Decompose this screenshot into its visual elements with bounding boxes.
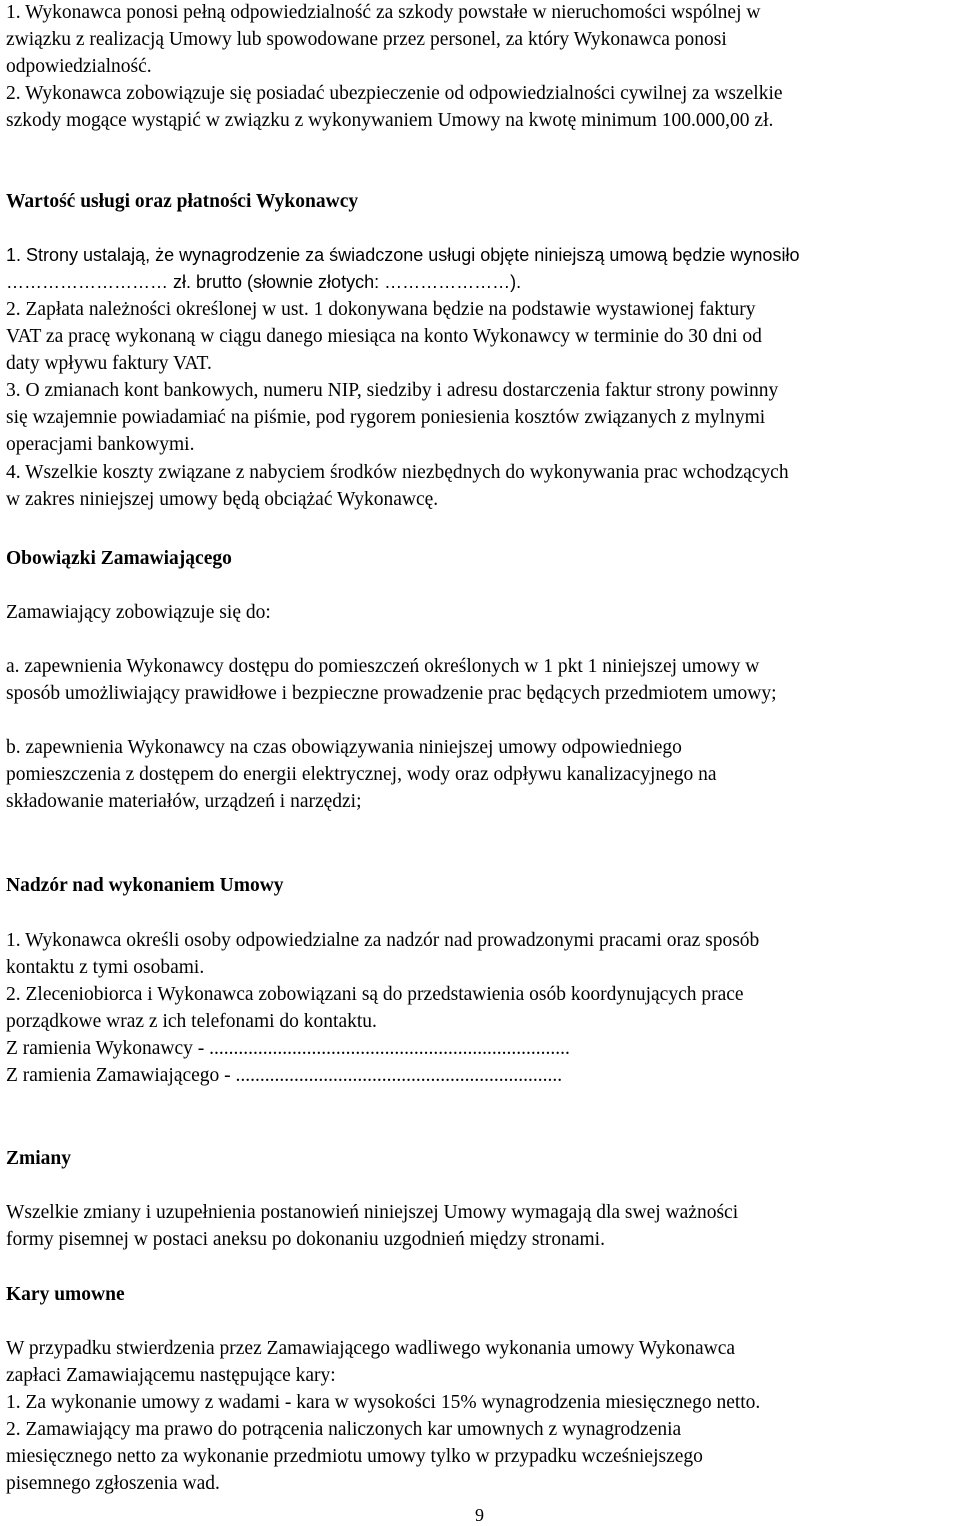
text-line: związku z realizacją Umowy lub spowodowane przez personel, za który Wykonawca ponosi [6,29,727,50]
section-heading: Zmiany [6,1148,72,1169]
text-line: VAT za pracę wykonaną w ciągu danego miesiąca na konto Wykonawcy w terminie do 30 dni od [6,326,762,347]
text-line: ……………………… zł. brutto (słownie złotych: …………………). [6,272,522,292]
text-line: Z ramienia Wykonawcy - .......................................................................... [6,1038,570,1059]
text-line: 1. Strony ustalają, że wynagrodzenie za świadczone usługi objęte niniejszą umową będzie wynosiło [6,245,800,265]
text-line: pisemnego zgłoszenia wad. [6,1473,220,1494]
page-number: 9 [475,1505,484,1525]
text-line: 1. Wykonawca ponosi pełną odpowiedzialność za szkody powstałe w nieruchomości wspólnej w [6,2,761,23]
text-line: zapłaci Zamawiającemu następujące kary: [6,1365,336,1386]
text-line: 2. Wykonawca zobowiązuje się posiadać ubezpieczenie od odpowiedzialności cywilnej za wszelkie [6,83,783,104]
section-heading: Nadzór nad wykonaniem Umowy [6,875,284,896]
text-line: formy pisemnej w postaci aneksu po dokonaniu uzgodnień między stronami. [6,1229,605,1250]
section-heading: Wartość usługi oraz płatności Wykonawcy [6,191,359,212]
section-heading: Kary umowne [6,1284,125,1305]
text-line: szkody mogące wystąpić w związku z wykonywaniem Umowy na kwotę minimum 100.000,00 zł. [6,110,774,131]
text-line: operacjami bankowymi. [6,434,195,455]
text-line: Z ramienia Zamawiającego - ................................................................... [6,1065,563,1086]
text-line: Zamawiający zobowiązuje się do: [6,602,271,623]
text-line: 2. Zleceniobiorca i Wykonawca zobowiązani są do przedstawienia osób koordynujących prace [6,984,744,1005]
text-line: 4. Wszelkie koszty związane z nabyciem środków niezbędnych do wykonywania prac wchodzących [6,462,789,483]
text-line: W przypadku stwierdzenia przez Zamawiającego wadliwego wykonania umowy Wykonawca [6,1338,736,1359]
text-line: 3. O zmianach kont bankowych, numeru NIP, siedziby i adresu dostarczenia faktur strony powinny [6,380,779,401]
section-heading: Obowiązki Zamawiającego [6,548,232,569]
text-line: porządkowe wraz z ich telefonami do kontaktu. [6,1011,377,1032]
list-item-a: a. zapewnienia Wykonawcy dostępu do pomieszczeń określonych w 1 pkt 1 niniejszej umowy w [6,656,760,677]
text-line: 1. Za wykonanie umowy z wadami - kara w wysokości 15% wynagrodzenia miesięcznego netto. [6,1392,761,1413]
text-line: 1. Wykonawca określi osoby odpowiedzialne za nadzór nad prowadzonymi pracami oraz sposób [6,930,760,951]
text-line: 2. Zamawiający ma prawo do potrącenia naliczonych kar umownych z wynagrodzenia [6,1419,682,1440]
text-line: miesięcznego netto za wykonanie przedmiotu umowy tylko w przypadku wcześniejszego [6,1446,703,1467]
text-line: pomieszczenia z dostępem do energii elektrycznej, wody oraz odpływu kanalizacyjnego na [6,764,717,785]
text-line: się wzajemnie powiadamiać na piśmie, pod rygorem poniesienia kosztów związanych z mylnymi [6,407,766,428]
text-line: daty wpływu faktury VAT. [6,353,212,374]
list-item-b: b. zapewnienia Wykonawcy na czas obowiązywania niniejszej umowy odpowiedniego [6,737,682,758]
text-line: Wszelkie zmiany i uzupełnienia postanowień niniejszej Umowy wymagają dla swej ważności [6,1202,739,1223]
text-line: kontaktu z tymi osobami. [6,957,205,978]
text-line: odpowiedzialność. [6,56,152,77]
text-line: składowanie materiałów, urządzeń i narzędzi; [6,791,362,812]
text-line: w zakres niniejszej umowy będą obciążać Wykonawcę. [6,489,439,510]
text-line: sposób umożliwiający prawidłowe i bezpieczne prowadzenie prac będących przedmiotem umowy; [6,683,777,704]
text-line: 2. Zapłata należności określonej w ust. 1 dokonywana będzie na podstawie wystawionej faktury [6,299,756,320]
